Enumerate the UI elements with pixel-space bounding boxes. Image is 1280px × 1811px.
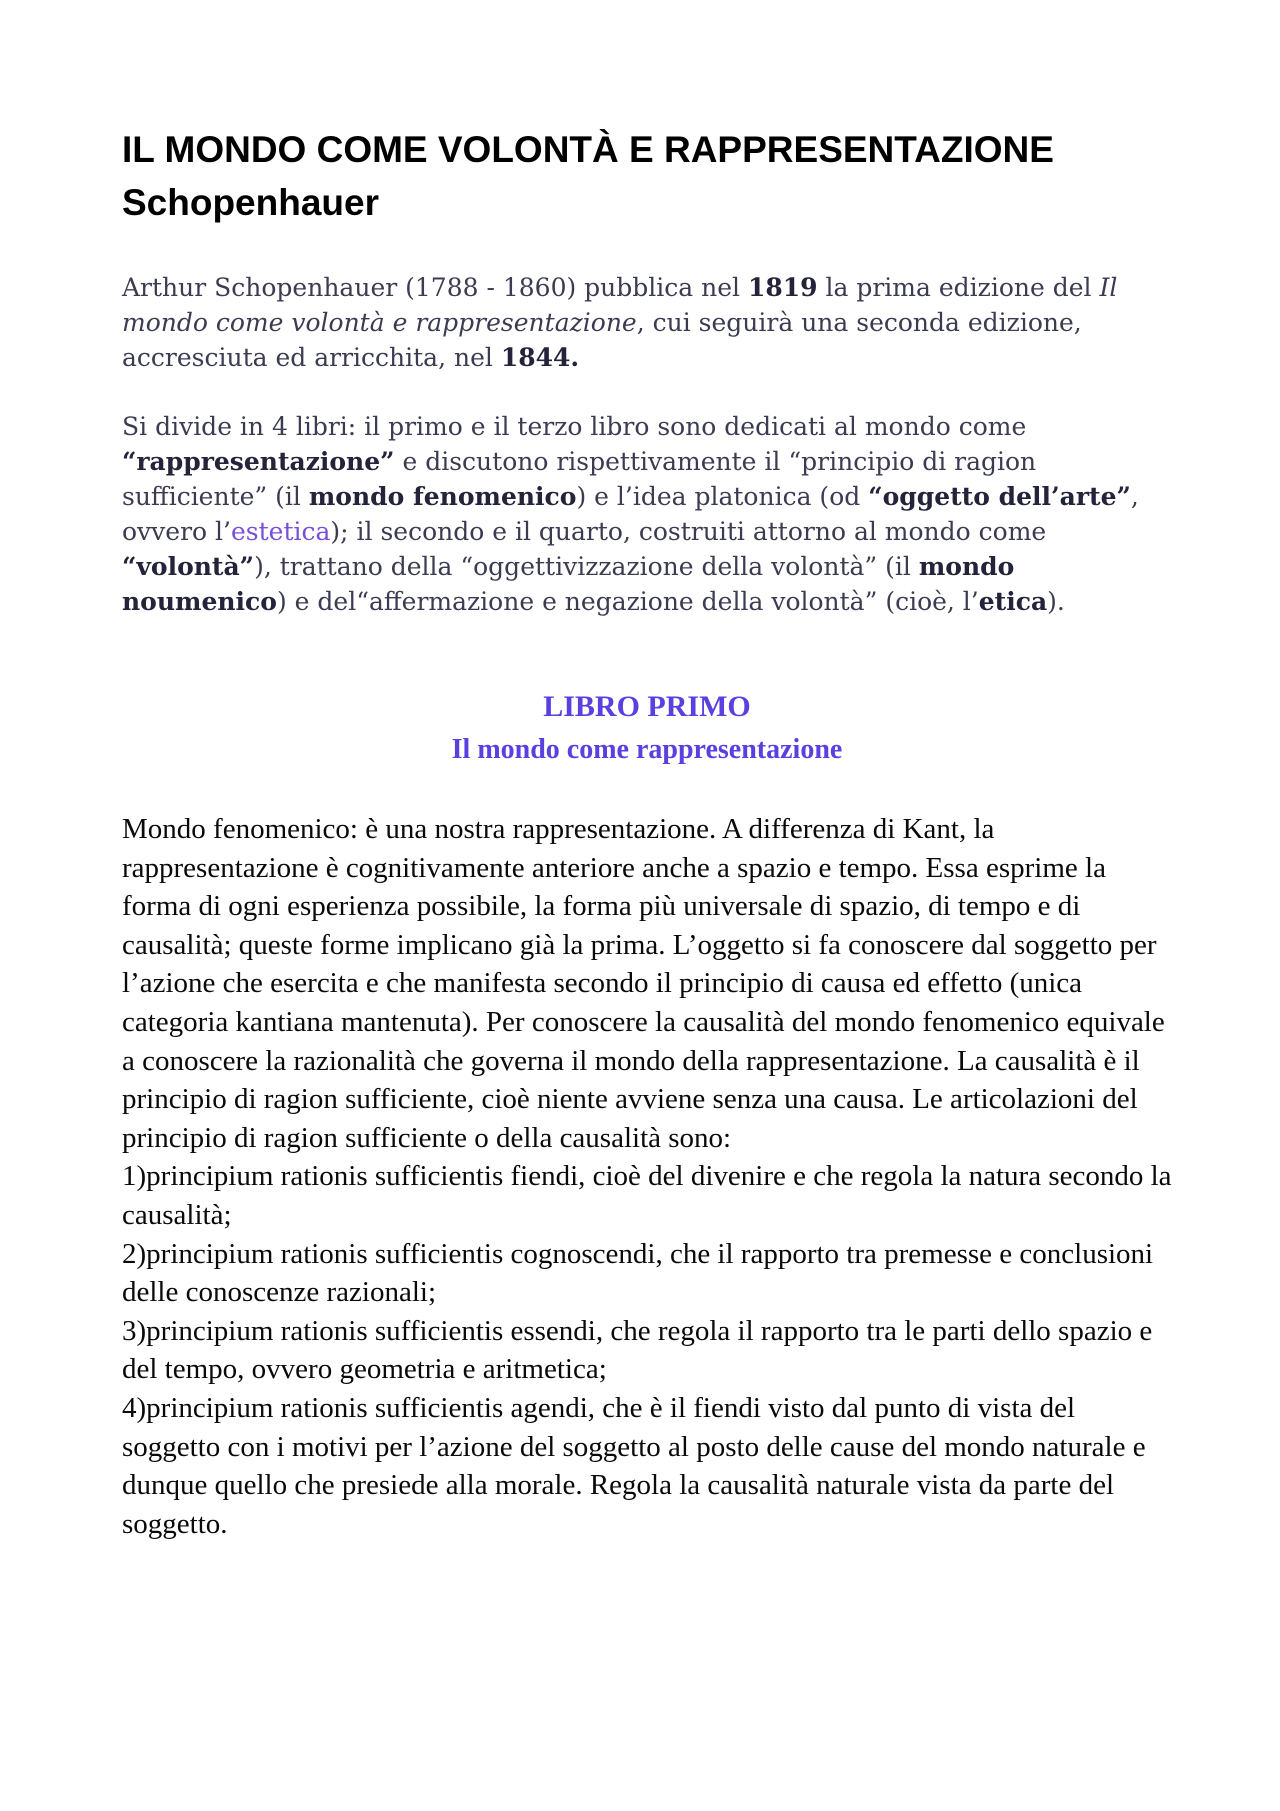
text-run: ).	[1047, 587, 1065, 616]
term-oggetto-arte: “oggetto dell’arte”	[868, 482, 1131, 511]
body-paragraph: Mondo fenomenico: è una nostra rappresentazione. A differenza di Kant, la rappresentazione è cognitivamente anteriore anche a spazio e tempo. Essa esprime la forma di ogni esperienza possibile, la forma più universale di spazio, di tempo e di causalità; queste forme implicano già la prima. L’oggetto si fa conoscere dal soggetto per l’azione che esercita e che manifesta secondo il principio di causa ed effetto (unica categoria kantiana mantenuta). Per conoscere la causalità del mondo fenomenico equivale a conoscere la razionalità che governa il mondo della rappresentazione. La causalità è il principio di ragion sufficiente, cioè niente avviene senza una causa. Le articolazioni del principio di ragion sufficiente o della causalità sono:	[122, 813, 1165, 1154]
section-heading: LIBRO PRIMO	[543, 690, 751, 723]
term-mondo-fenomenico: mondo fenomenico	[308, 482, 577, 511]
body-text	[122, 810, 1172, 1543]
text-run: Arthur Schopenhauer (1788 - 1860) pubblica nel	[122, 273, 748, 302]
text-run: ), trattano della “oggettivizzazione della volontà” (il	[254, 552, 919, 581]
term-estetica: estetica	[230, 517, 331, 546]
text-run: la prima edizione del	[817, 273, 1100, 302]
text-run: ); il secondo e il quarto, costruiti attorno al mondo come	[330, 517, 1047, 546]
work-title: Il mondo come volontà e rappresentazione	[122, 273, 1118, 337]
term-mondo-noumenico: mondo noumenico	[122, 552, 1015, 616]
term-etica: etica	[978, 587, 1048, 616]
term-volonta: “volontà”	[122, 552, 255, 581]
list-item: 4)principium rationis sufficientis agendi, che è il fiendi visto dal punto di vista del soggetto con i motivi per l’azione del soggetto al posto delle cause del mondo naturale e dunque quello che presiede alla morale. Regola la causalità naturale vista da parte del soggetto.	[122, 1391, 1146, 1540]
title-line-1: IL MONDO COME VOLONTÀ E RAPPRESENTAZIONE	[122, 129, 1054, 170]
text-run: , ovvero l’	[122, 482, 1139, 546]
year-first-edition: 1819	[747, 273, 818, 302]
term-rappresentazione: “rappresentazione”	[122, 447, 395, 476]
section-subtitle: Il mondo come rappresentazione	[451, 734, 843, 765]
text-run: Si divide in 4 libri: il primo e il terzo libro sono dedicati al mondo come	[122, 412, 1027, 441]
text-run: ) e del“affermazione e negazione della volontà” (cioè, l’	[276, 587, 979, 616]
intro-paragraph-1	[122, 270, 1172, 375]
intro-paragraph-2	[122, 409, 1172, 619]
list-item: 1)principium rationis sufficientis fiendi, cioè del divenire e che regola la natura secondo la causalità;	[122, 1160, 1172, 1231]
text-run: ) e l’idea platonica (od	[576, 482, 869, 511]
list-item: 2)principium rationis sufficientis cognoscendi, che il rapporto tra premesse e conclusioni delle conoscenze razionali;	[122, 1237, 1154, 1309]
title-line-2: Schopenhauer	[122, 182, 379, 223]
list-item: 3)principium rationis sufficientis essendi, che regola il rapporto tra le parti dello spazio e del tempo, ovvero geometria e aritmetica;	[122, 1314, 1153, 1386]
text-run: , cui seguirà una seconda edizione, accresciuta ed arricchita, nel	[122, 308, 1082, 372]
text-run: e discutono rispettivamente il “principio di ragion sufficiente” (il	[122, 447, 1037, 511]
document-title	[122, 123, 1172, 229]
year-second-edition: 1844.	[500, 343, 580, 372]
